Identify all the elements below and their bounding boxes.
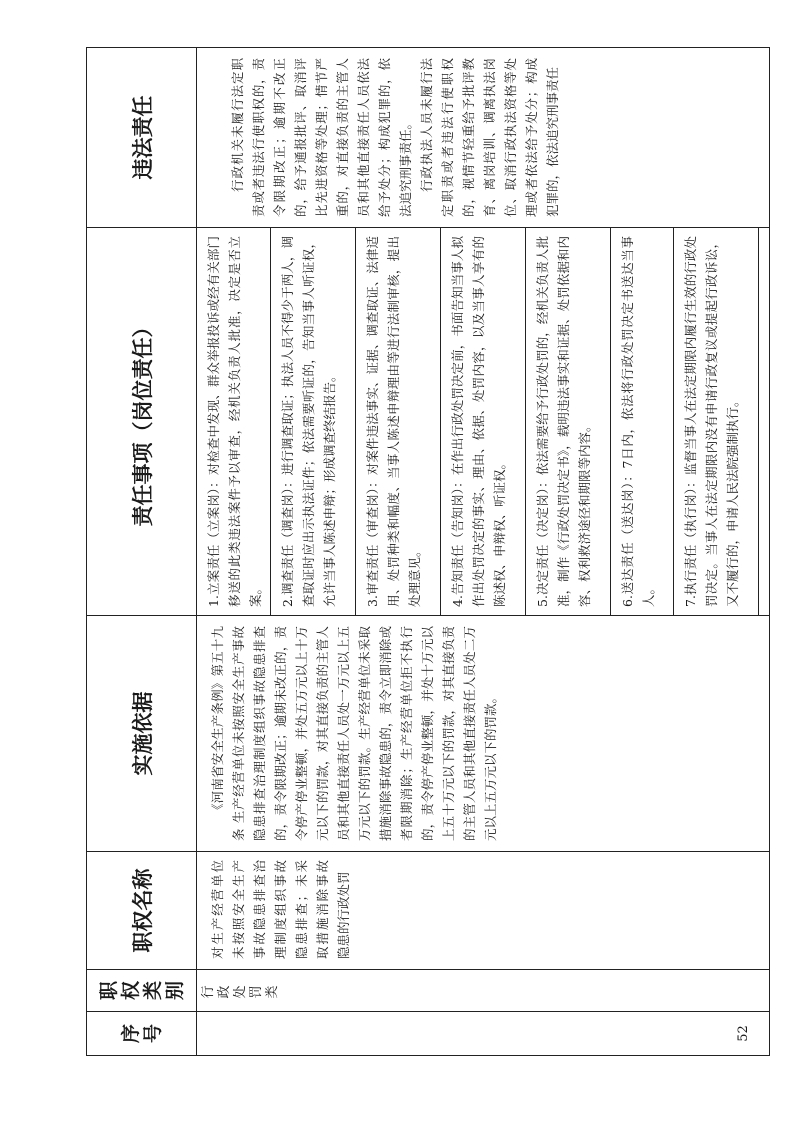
header-duty: 责任事项（岗位责任） (87, 228, 197, 616)
duty-item: 7.执行责任（执行岗）：监督当事人在法定期限内履行生效的行政处罚决定。当事人在法定期限内没有申请行政复议或提起行政诉讼，又不履行的，申请人民法院强制执行。 (683, 236, 740, 607)
duty-item: 4.告知责任（告知岗）：在作出行政处罚决定前，书面告知当事人拟作出处罚决定的事实、理由、依据、处罚内容，以及当事人享有的陈述权、申辩权、听证权。 (450, 236, 507, 607)
duty-item: 6.送达责任（送达岗）：7日内，依法将行政处罚决定书送达当事人。 (620, 236, 656, 607)
duty-item: 2.调查责任（调查岗）：进行调查取证；执法人员不得少于两人，调查取证时应出示执法证件；依法需要听证的，告知当事人听证权，允许当事人陈述申辩；形成调查终结报告。 (280, 236, 337, 607)
duty-cell (441, 228, 526, 616)
seq-cell (197, 1012, 770, 1056)
duty-cell (197, 228, 271, 616)
table-row (197, 48, 271, 1056)
header-row (87, 48, 197, 1056)
duty-cell (271, 228, 356, 616)
power-name: 对生产经营单位未按照安全生产事故隐患排查治理制度组织事故隐患排查；未采取措施消除事故隐患的行政处罚 (210, 860, 351, 959)
header-liability: 违法责任 (87, 48, 197, 228)
liability-paragraph: 行政执法人员未履行法定职责或者违法行使职权的，视情节轻重给予批评教育、离岗培训、调离执法岗位、取消行政执法资格等处理或者依法给予处分；构成犯罪的，依法追究刑事责任 (419, 58, 560, 217)
header-basis: 实施依据 (87, 616, 197, 852)
name-cell (197, 852, 770, 970)
category-cell (197, 970, 770, 1012)
duty-item: 1.立案责任（立案岗）：对检查中发现、群众举报投诉或经有关部门移送的此类违法案件予以审查，经机关负责人批准，决定是否立案。 (206, 236, 263, 607)
duty-item: 3.审查责任（审查岗）：对案件违法事实、证据、调查取证、法律适用、处罚种类和幅度、当事人陈述申辩理由等进行法制审核，提出处理意见。 (365, 236, 422, 607)
responsibility-table (86, 47, 770, 1056)
category-text: 行政处罚类 (201, 985, 280, 999)
liability-cell (197, 48, 770, 228)
duty-cell (526, 228, 611, 616)
duty-cell (356, 228, 441, 616)
page-number: 52 (736, 1025, 751, 1042)
basis-text: 《河南省安全生产条例》第五十九条 生产经营单位未按照安全生产事故隐患排查治理制度组织事故隐患排查的，责令限期改正；逾期未改正的，责令停产停业整顿，并处五万元以上十万元以下的罚款，对其直接负责的主管人员和其他直接责任人员处一万元以上五万元以下的罚款。生产经营单位未采取措施消除事故隐患的，责令立即消除或者限期消除；生产经营单位拒不执行的，责令停产停业整顿，并处十万元以上五十万元以下的罚款，对其直接负责的主管人员和其他直接责任人员处二万元以上五万元以下的罚款。 (210, 626, 498, 841)
header-name: 职权名称 (87, 852, 197, 970)
header-category: 职权类别 (87, 970, 197, 1012)
liability-paragraph: 行政机关未履行法定职责或者违法行使职权的，责令限期改正；逾期不改正的，给予通报批评、取消评比先进资格等处理；情节严重的，对直接负责的主管人员和其他直接责任人员依法给予处分；构成犯罪的，依法追究刑事责任。 (230, 58, 413, 217)
duty-cell (611, 228, 674, 616)
basis-cell (197, 616, 770, 852)
duty-item: 5.决定责任（决定岗）：依法需要给予行政处罚的，经机关负责人批准，制作《行政处罚决定书》，载明违法事实和证据、处罚依据和内容、权利救济途径和期限等内容。 (535, 236, 592, 607)
header-seq: 序号 (87, 1012, 197, 1056)
duty-cell (674, 228, 759, 616)
duty-cell-empty (759, 228, 770, 616)
